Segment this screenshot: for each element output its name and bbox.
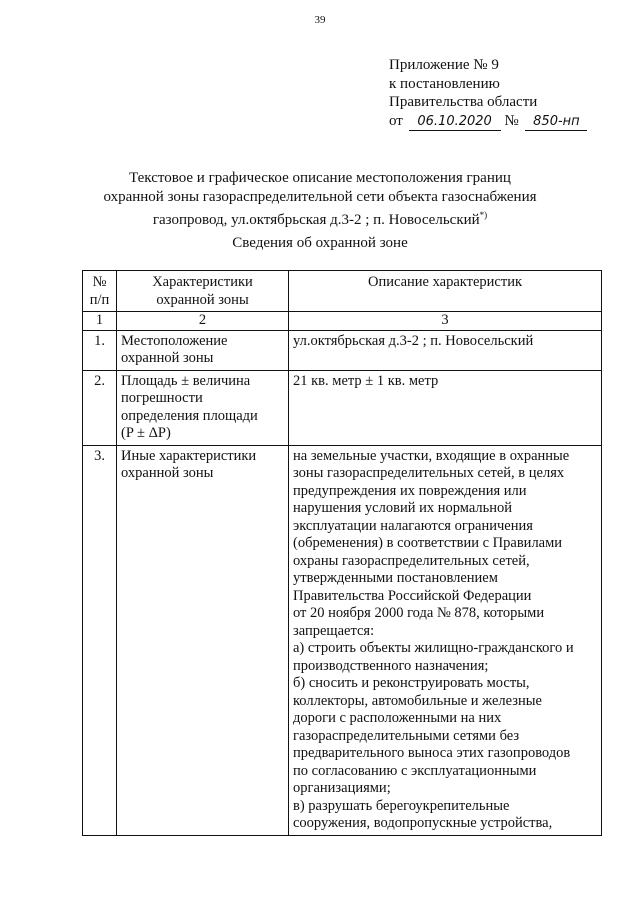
table-row	[83, 330, 602, 370]
handwritten-date: 06.10.2020	[409, 114, 501, 131]
row-description-line: Правительства Российской Федерации	[293, 587, 532, 604]
row-description-line: дороги с расположенными на них	[293, 710, 502, 726]
footnote-mark: *)	[479, 210, 488, 220]
appendix-line-3: Правительства области	[389, 94, 538, 110]
row-characteristic-line: охранной зоны	[121, 465, 214, 481]
row-number: 3.	[83, 445, 117, 835]
row-description-line: в) разрушать берегоукрепительные	[293, 797, 510, 814]
header-num-line-2: п/п	[89, 291, 110, 308]
page-number: 39	[314, 14, 326, 26]
row-number: 1.	[83, 330, 117, 370]
title-line-3	[60, 206, 580, 230]
row-description-line: 21 кв. метр ± 1 кв. метр	[293, 372, 439, 389]
from-label: от	[389, 112, 403, 129]
row-description-line: от 20 ноября 2000 года № 878, которыми	[293, 605, 545, 621]
row-description-line: на земельные участки, входящие в охранные	[293, 447, 570, 464]
row-description-line: производственного назначения;	[293, 657, 489, 674]
row-description-line: зоны газораспределительных сетей, в целях	[293, 465, 565, 481]
appendix-date-line	[389, 112, 587, 131]
table-index-row	[83, 312, 602, 331]
row-description-line: б) сносить и реконструировать мосты,	[293, 675, 530, 691]
index-cell-2: 2	[117, 312, 289, 331]
row-description-line: ул.октябрьская д.3-2 ; п. Новосельский	[293, 332, 534, 349]
table-row	[83, 445, 602, 835]
protection-zone-table	[82, 270, 602, 836]
row-description-line: а) строить объекты жилищно-гражданского и	[293, 640, 574, 656]
row-characteristic	[117, 370, 289, 445]
row-number: 2.	[83, 370, 117, 445]
title-line-3-text: газопровод, ул.октябрьская д.3-2 ; п. Новосельский	[152, 212, 480, 228]
row-description-line: утвержденными постановлением	[293, 570, 498, 586]
row-description-line: охраны газораспределительных сетей,	[293, 552, 530, 569]
header-characteristic-line-2: охранной зоны	[156, 291, 249, 308]
row-description-line: нарушения условий их нормальной	[293, 500, 513, 516]
header-characteristic-line-1: Характеристики	[152, 274, 253, 290]
row-characteristic-line: (P ± ΔP)	[121, 425, 171, 441]
row-characteristic	[117, 445, 289, 835]
row-description-line: коллекторы, автомобильные и железные	[293, 692, 542, 709]
appendix-header	[389, 56, 587, 131]
row-description-line: эксплуатации налагаются ограничения	[293, 517, 533, 534]
row-description-line: сооружения, водопропускные устройства,	[293, 815, 553, 831]
row-description	[289, 330, 602, 370]
row-characteristic-line: погрешности	[121, 390, 203, 406]
number-label: №	[504, 112, 519, 129]
row-characteristic-line: Иные характеристики	[121, 447, 257, 464]
row-description-line: газораспределительными сетями без	[293, 727, 520, 744]
row-characteristic-line: охранной зоны	[121, 350, 214, 366]
header-num-line-1: №	[92, 274, 107, 290]
title-line-2: охранной зоны газораспределительной сети объекта газоснабжения	[103, 188, 537, 205]
row-characteristic	[117, 330, 289, 370]
row-description-line: предупреждения их повреждения или	[293, 482, 527, 499]
row-description	[289, 370, 602, 445]
header-description: Описание характеристик	[289, 271, 602, 312]
row-characteristic-line: Площадь ± величина	[121, 372, 251, 389]
handwritten-number: 850-нп	[525, 114, 587, 131]
index-cell-3: 3	[289, 312, 602, 331]
row-description-line: запрещается:	[293, 622, 375, 639]
appendix-line-1: Приложение № 9	[389, 57, 499, 73]
row-description-line: организациями;	[293, 780, 391, 796]
row-description	[289, 445, 602, 835]
table-row	[83, 370, 602, 445]
document-title	[60, 169, 580, 230]
table-header-row	[83, 271, 602, 312]
row-description-line: по согласованию с эксплуатационными	[293, 762, 537, 779]
row-characteristic-line: Местоположение	[121, 332, 228, 349]
index-cell-1: 1	[83, 312, 117, 331]
row-description-line: (обременения) в соответствии с Правилами	[293, 535, 563, 551]
header-num	[83, 271, 117, 312]
row-characteristic-line: определения площади	[121, 407, 258, 424]
title-line-1: Текстовое и графическое описание местоположения границ	[129, 170, 511, 186]
appendix-line-2: к постановлению	[389, 75, 500, 92]
section-subtitle: Сведения об охранной зоне	[232, 235, 408, 251]
row-description-line: предварительного выноса этих газопроводов	[293, 745, 571, 761]
header-characteristic	[117, 271, 289, 312]
